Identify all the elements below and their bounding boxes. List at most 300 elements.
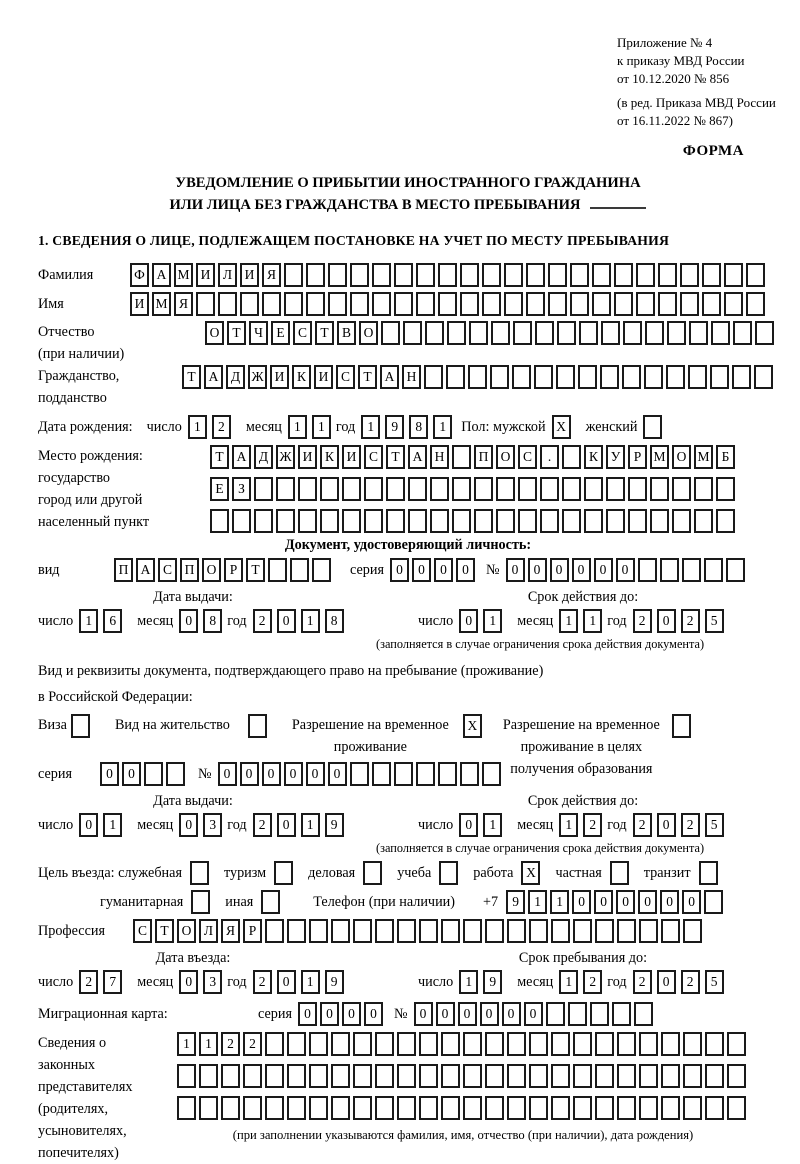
form-cell [284,292,303,316]
name-label: Имя [38,296,64,312]
form-cell [397,1096,416,1120]
form-cell: С [518,445,537,469]
form-cell [726,558,745,582]
patronymic-label-line1: Отчество [38,324,95,340]
form-cell [556,365,575,389]
doc-issue-month-cells [179,609,227,633]
representatives-cells-row3 [177,1096,749,1120]
form-cell [529,1096,548,1120]
form-cell: 1 [559,970,578,994]
work-checkbox [521,861,543,885]
form-cell [634,1002,653,1026]
purpose-official-label: Цель въезда: служебная [38,865,182,881]
form-cell: 9 [385,415,404,439]
form-cell [645,321,664,345]
purpose-official-checkbox [190,861,212,885]
permit-valid-line [418,813,778,837]
doc-valid-day-cells [459,609,507,633]
form-cell [694,477,713,501]
day-label: число [418,612,454,629]
form-cell: 1 [79,609,98,633]
form-cell [658,292,677,316]
form-cell [306,263,325,287]
form-cell [218,292,237,316]
private-label: частная [555,865,602,881]
sex-male-label: Пол: мужской [461,418,546,435]
temp-residence-edu-option [503,714,694,780]
form-cell [364,509,383,533]
birthplace-cells-row2 [210,477,738,501]
form-cell [727,1064,746,1088]
form-cell [372,292,391,316]
form-cell: 0 [306,762,325,786]
form-cell [482,762,501,786]
form-cell: П [114,558,133,582]
form-cell: О [672,445,691,469]
form-cell [746,263,765,287]
form-cell: Л [199,919,218,943]
form-cell: Ф [130,263,149,287]
form-cell: 1 [583,609,602,633]
form-cell [460,762,479,786]
form-cell [463,1096,482,1120]
doc-number-label: № [485,561,500,578]
form-cell: Ж [276,445,295,469]
form-cell [397,1064,416,1088]
representatives-label-line6: попечителях) [38,1145,119,1161]
form-cell [639,919,658,943]
form-cell [243,1096,262,1120]
form-cell [262,292,281,316]
form-cell [617,919,636,943]
form-cell [419,919,438,943]
permit-valid-heading: Срок действия до: [527,793,639,809]
form-cell [705,1032,724,1056]
doc-issue-day-cells [79,609,127,633]
form-cell [386,509,405,533]
form-cell [733,321,752,345]
form-cell [331,1064,350,1088]
form-cell [71,714,90,738]
form-cell: 2 [583,813,602,837]
form-cell: X [463,714,482,738]
form-cell [562,477,581,501]
form-cell: 0 [480,1002,499,1026]
form-cell: 0 [277,609,296,633]
form-cell: И [342,445,361,469]
citizenship-label-line2: подданство [38,390,107,406]
temp-residence-checkbox [463,714,485,738]
form-cell: 0 [657,813,676,837]
form-cell: О [177,919,196,943]
birth-month-label: месяц [245,418,282,435]
form-cell [562,509,581,533]
doc-valid-heading: Срок действия до: [527,589,639,605]
form-cell [199,1064,218,1088]
form-cell [342,509,361,533]
representatives-cells-row1 [177,1032,749,1056]
form-cell: 2 [79,970,98,994]
form-cell: 1 [559,609,578,633]
form-cell [190,861,209,885]
form-cell [331,1032,350,1056]
form-cell: С [133,919,152,943]
form-cell: 0 [262,762,281,786]
form-cell: О [202,558,221,582]
form-cell: Л [218,263,237,287]
form-cell [438,292,457,316]
humanitarian-label: гуманитарная [100,894,184,910]
citizenship-row [38,365,778,409]
form-cell: 0 [240,762,259,786]
stay-day-cells [459,970,507,994]
tourism-checkbox [274,861,296,885]
form-cell: 0 [594,558,613,582]
annex-line-3: от 10.12.2020 № 856 [617,71,730,86]
profession-cells [133,919,705,943]
form-cell: А [204,365,223,389]
day-label: число [418,816,454,833]
form-cell: 3 [203,970,222,994]
form-cell [682,558,701,582]
form-cell [727,1032,746,1056]
form-title [38,172,778,216]
form-cell: 0 [79,813,98,837]
form-cell: 0 [524,1002,543,1026]
form-cell: И [130,292,149,316]
form-cell [702,292,721,316]
form-cell: 2 [633,813,652,837]
permit-valid-month-cells [559,813,607,837]
form-cell: 0 [122,762,141,786]
form-cell [680,292,699,316]
humanitarian-checkbox [191,890,213,914]
form-cell: Д [254,445,273,469]
form-cell: А [136,558,155,582]
form-cell: И [270,365,289,389]
form-cell [287,1064,306,1088]
form-cell: Я [221,919,240,943]
form-cell [716,477,735,501]
entry-month-cells [179,970,227,994]
representatives-label-line5: усыновителях, [38,1123,127,1139]
form-cell [408,509,427,533]
form-cell: 0 [638,890,657,914]
form-cell: А [232,445,251,469]
form-cell [661,919,680,943]
form-cell [551,919,570,943]
permit-issue-column [38,793,390,856]
form-cell: Т [155,919,174,943]
form-cell: 1 [550,890,569,914]
representatives-row [38,1032,778,1164]
migration-card-label: Миграционная карта: [38,1005,168,1022]
birthdate-row [38,415,778,439]
form-cell: Т [210,445,229,469]
form-cell [590,1002,609,1026]
form-cell [446,365,465,389]
form-cell: 0 [277,970,296,994]
form-cell [469,321,488,345]
birthdate-label: Дата рождения: [38,418,133,435]
form-cell [210,509,229,533]
doc-kind-label: вид [38,561,60,578]
form-cell [468,365,487,389]
annex-reference [617,34,778,130]
form-cell [694,509,713,533]
form-cell: 2 [253,970,272,994]
form-cell: 5 [705,609,724,633]
birthplace-label [38,445,210,533]
form-cell [309,1064,328,1088]
form-cell [491,321,510,345]
form-cell: 1 [177,1032,196,1056]
form-cell [254,509,273,533]
form-cell: О [496,445,515,469]
form-cell: А [380,365,399,389]
form-cell: 1 [188,415,207,439]
form-cell: 0 [342,1002,361,1026]
form-cell [601,321,620,345]
form-cell [287,919,306,943]
year-label: год [227,816,247,833]
form-cell: . [540,445,559,469]
identity-doc-row [38,558,778,582]
form-cell [595,1064,614,1088]
form-cell: 0 [179,970,198,994]
doc-valid-year-cells [633,609,729,633]
birthplace-label-line4: населенный пункт [38,514,150,530]
form-cell [614,292,633,316]
form-cell: 2 [243,1032,262,1056]
representatives-label-line4: (родителях, [38,1101,109,1117]
form-cell: Р [224,558,243,582]
form-cell: Т [182,365,201,389]
form-cell: 0 [616,890,635,914]
form-cell: О [205,321,224,345]
form-cell [636,292,655,316]
form-cell: 1 [312,415,331,439]
form-cell [386,477,405,501]
month-label: месяц [517,612,554,629]
form-cell: 0 [502,1002,521,1026]
form-cell [699,861,718,885]
temp-residence-edu-checkbox [672,714,694,738]
form-cell [254,477,273,501]
form-cell [716,509,735,533]
form-cell [683,919,702,943]
form-cell: 0 [414,1002,433,1026]
form-cell [452,509,471,533]
form-cell: 9 [325,813,344,837]
year-label: год [227,612,247,629]
form-cell [353,919,372,943]
form-cell [463,919,482,943]
form-cell [199,1096,218,1120]
sex-female-label: женский [585,418,638,435]
identity-doc-header: Документ, удостоверяющий личность: [284,537,532,553]
form-cell [617,1032,636,1056]
form-cell [578,365,597,389]
form-cell: Н [430,445,449,469]
doc-valid-month-cells [559,609,607,633]
form-cell [661,1032,680,1056]
form-cell [496,477,515,501]
birthplace-label-line3: город или другой [38,492,143,508]
doc-series-label: серия [350,561,384,578]
form-cell [276,477,295,501]
identity-doc-dates [38,589,778,652]
form-cell [287,1032,306,1056]
form-cell: Б [716,445,735,469]
form-cell: 0 [550,558,569,582]
permit-number-cells [218,762,504,786]
form-cell [474,477,493,501]
form-cell: 0 [364,1002,383,1026]
purpose-phone-row [100,890,778,914]
form-cell [672,477,691,501]
year-label: год [607,816,627,833]
form-cell [711,321,730,345]
month-label: месяц [517,816,554,833]
form-cell [276,509,295,533]
birth-year-label: год [335,418,356,435]
representatives-cells-block [177,1032,749,1143]
form-cell: Д [226,365,245,389]
stay-month-cells [559,970,607,994]
annex-line-1: Приложение № 4 [617,35,713,50]
form-cell: 2 [212,415,231,439]
form-cell [512,365,531,389]
birthplace-row [38,445,778,541]
form-cell [610,861,629,885]
form-cell: 9 [506,890,525,914]
tourism-label: туризм [223,865,267,881]
form-cell [350,292,369,316]
form-cell [177,1096,196,1120]
profession-row [38,919,778,943]
form-cell [595,919,614,943]
form-cell [667,321,686,345]
month-label: месяц [137,816,174,833]
form-cell [650,477,669,501]
annex-line-4: (в ред. Приказа МВД России [617,95,776,110]
form-cell [661,1064,680,1088]
form-cell: 0 [456,558,475,582]
form-cell: 1 [433,415,452,439]
form-cell [573,1064,592,1088]
form-cell [290,558,309,582]
temp-residence-edu-label-line1: Разрешение на временное [502,717,660,733]
form-cell [221,1064,240,1088]
form-cell [248,714,267,738]
form-cell [661,1096,680,1120]
form-cell [364,477,383,501]
patronymic-label-line2: (при наличии) [38,346,125,362]
entry-purpose-row [38,861,778,885]
form-cell [548,292,567,316]
entry-date-heading: Дата въезда: [155,950,231,966]
form-cell: 0 [660,890,679,914]
form-cell [430,477,449,501]
form-cell [397,919,416,943]
work-label: работа [473,865,514,881]
permit-issue-year-cells [253,813,349,837]
form-cell [570,263,589,287]
form-cell [507,919,526,943]
study-label: учеба [397,865,432,881]
form-cell [551,1032,570,1056]
form-cell: 2 [583,970,602,994]
stay-until-column [390,950,778,994]
form-cell: 1 [483,609,502,633]
permit-issue-heading: Дата выдачи: [153,793,233,809]
form-cell: Т [315,321,334,345]
temp-residence-option [292,714,485,758]
form-cell [643,415,662,439]
form-cell [463,1032,482,1056]
form-cell [702,263,721,287]
form-cell [529,1032,548,1056]
permit-issue-line [38,813,390,837]
form-cell [683,1096,702,1120]
form-cell: 1 [459,970,478,994]
form-cell [482,263,501,287]
month-label: месяц [517,973,554,990]
form-cell: О [359,321,378,345]
form-cell [265,919,284,943]
form-cell [573,919,592,943]
form-cell [623,321,642,345]
form-cell [754,365,773,389]
form-cell: 8 [409,415,428,439]
form-cell [573,1096,592,1120]
citizenship-cells [182,365,776,389]
form-cell [705,1064,724,1088]
doc-kind-cells [114,558,334,582]
month-label: месяц [137,973,174,990]
residence-doc-text-line2: в Российской Федерации: [38,689,193,705]
form-cell: Р [243,919,262,943]
form-cell [526,263,545,287]
surname-row [38,263,778,287]
form-cell [617,1064,636,1088]
birthplace-cells-row3 [210,509,738,533]
form-cell: 0 [412,558,431,582]
form-cell: С [364,445,383,469]
form-cell: 1 [483,813,502,837]
form-cell [562,445,581,469]
representatives-label-line2: законных [38,1057,95,1073]
form-cell [705,1096,724,1120]
form-cell [507,1032,526,1056]
form-title-line2 [38,194,778,216]
form-cell: Ч [249,321,268,345]
year-label: год [607,612,627,629]
form-cell: 2 [253,813,272,837]
form-cell: 1 [288,415,307,439]
form-cell [309,1032,328,1056]
form-cell [265,1032,284,1056]
birthplace-cells-row1 [210,445,738,469]
form-cell [298,477,317,501]
form-cell: 2 [253,609,272,633]
representatives-label [38,1032,177,1164]
form-cell: П [180,558,199,582]
form-cell [191,890,210,914]
representatives-cells-row2 [177,1064,749,1088]
form-cell [394,292,413,316]
